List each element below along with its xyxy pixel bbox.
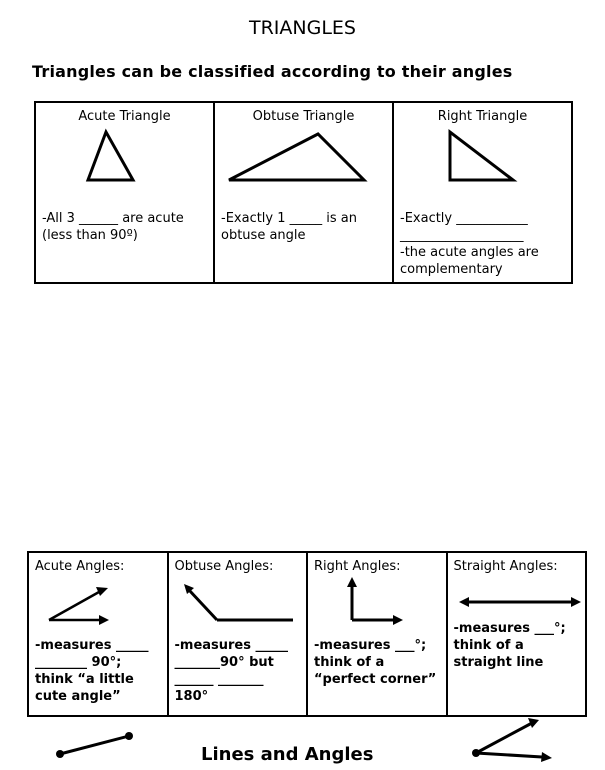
acute-angle-figure — [35, 574, 163, 637]
text-line: -Exactly 1 _____ is an — [221, 211, 358, 226]
right-triangle-text — [400, 210, 565, 278]
text-line: cute angle” — [35, 689, 121, 704]
right-triangle-cell — [393, 102, 572, 283]
text-line: (less than 90º) — [42, 228, 138, 243]
straight-angle-text — [454, 620, 580, 671]
obtuse-triangle-label: Obtuse Triangle — [252, 109, 355, 124]
text-line: _______90° but — [174, 655, 274, 670]
right-angle-figure — [314, 574, 444, 637]
angle-icon — [466, 715, 556, 765]
right-triangle-figure — [400, 124, 570, 210]
straight-angle-label: Straight Angles: — [453, 559, 558, 574]
page-subtitle: Triangles can be classified according to their angles — [32, 62, 513, 81]
obtuse-triangle-figure — [221, 124, 391, 210]
right-angle-label: Right Angles: — [314, 559, 401, 574]
text-line: -measures _____ — [174, 638, 289, 653]
text-line: ______ _______ — [174, 672, 264, 687]
obtuse-angle-cell — [168, 552, 308, 716]
obtuse-triangle-text — [221, 210, 386, 244]
text-line: straight line — [453, 655, 544, 670]
right-angle-cell — [307, 552, 447, 716]
text-line: ________ 90°; — [35, 655, 122, 670]
text-line: think of a — [314, 655, 385, 670]
text-line: think of a — [453, 638, 524, 653]
right-angle-text — [314, 637, 440, 688]
angle-types-table — [27, 551, 587, 717]
right-triangle-label: Right Triangle — [437, 109, 528, 124]
acute-triangle-figure — [42, 124, 202, 210]
line-segment-icon — [50, 727, 140, 763]
straight-angle-figure — [454, 574, 589, 620]
text-line: think “a little — [35, 672, 134, 687]
text-line: -the acute angles are — [400, 245, 539, 260]
acute-triangle-cell — [35, 102, 214, 283]
obtuse-angle-figure — [175, 574, 305, 637]
page-title: TRIANGLES — [249, 17, 356, 39]
acute-angle-cell — [28, 552, 168, 716]
text-line: 180° — [174, 689, 209, 704]
acute-angle-label: Acute Angles: — [35, 559, 125, 574]
text-line: -All 3 ______ are acute — [42, 211, 184, 226]
text-line: -measures _____ — [35, 638, 149, 653]
text-line: “perfect corner” — [314, 672, 437, 687]
text-line: obtuse angle — [221, 228, 306, 243]
text-line: complementary — [400, 262, 503, 277]
text-line: -measures ___°; — [314, 638, 427, 653]
text-line: -measures ___°; — [453, 621, 566, 636]
acute-triangle-label: Acute Triangle — [78, 109, 171, 124]
acute-angle-text — [35, 637, 161, 705]
straight-angle-cell — [447, 552, 587, 716]
obtuse-angle-text — [175, 637, 301, 705]
acute-triangle-text — [42, 210, 207, 244]
obtuse-triangle-cell — [214, 102, 393, 283]
text-line: ___________________ — [400, 228, 524, 243]
obtuse-angle-label: Obtuse Angles: — [174, 559, 274, 574]
lines-and-angles-title: Lines and Angles — [201, 744, 374, 765]
text-line: -Exactly ___________ — [400, 211, 528, 226]
triangle-classification-table — [34, 101, 573, 284]
